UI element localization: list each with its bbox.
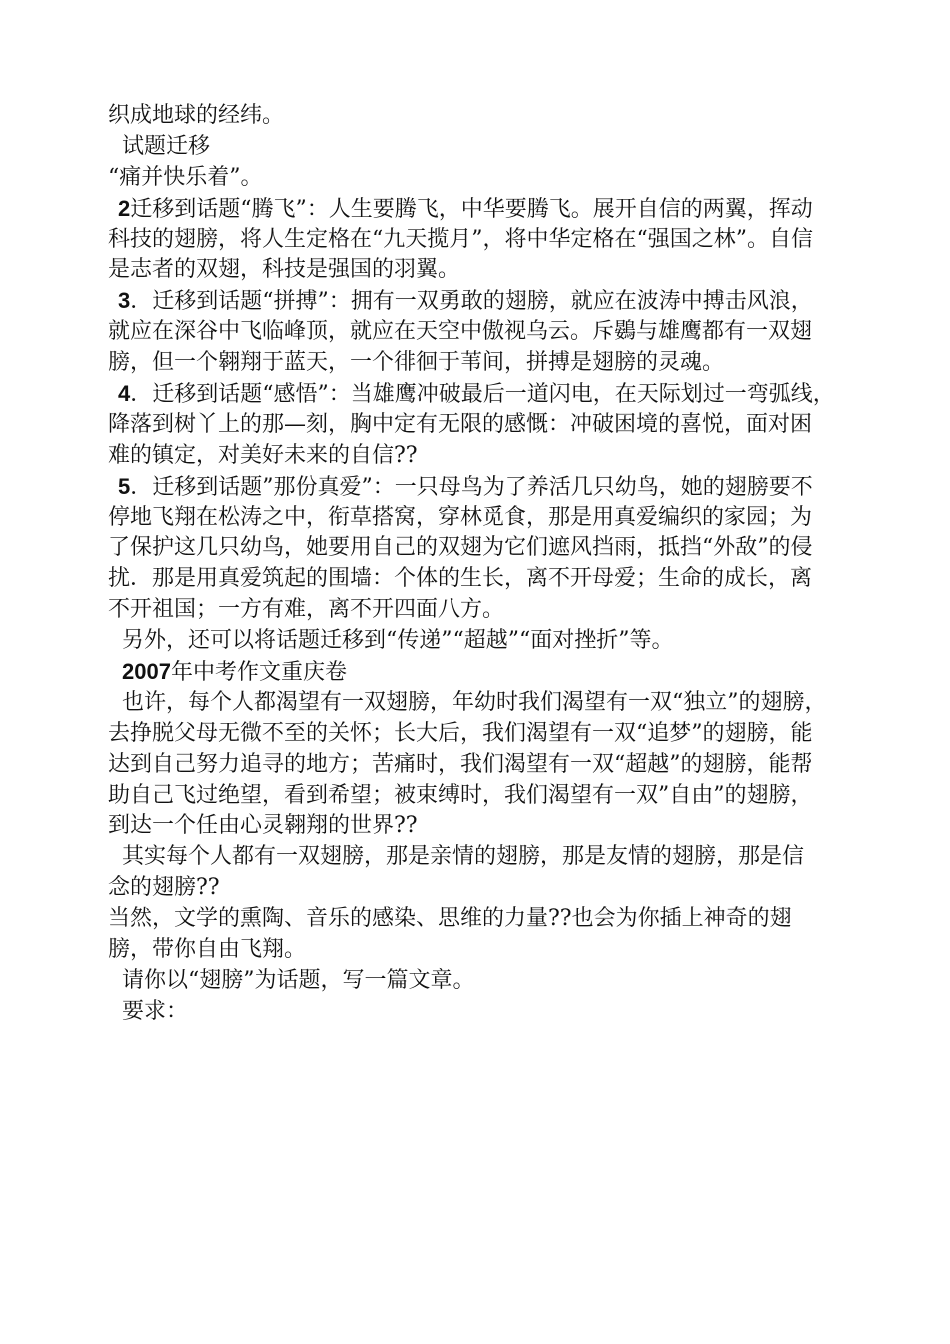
text-line xyxy=(108,317,868,348)
line-text: 要求： xyxy=(122,998,189,1024)
line-text: 就应在深谷中飞临峰顶，就应在天空中傲视乌云。斥鷃与雄鹰都有一双翅 xyxy=(108,319,813,345)
line-text: 其实每个人都有一双翅膀，那是亲情的翅膀，那是友情的翅膀，那是信 xyxy=(122,844,805,870)
line-text: 达到自己努力追寻的地方；苦痛时，我们渴望有一双“超越”的翅膀，能帮 xyxy=(108,751,813,777)
text-line xyxy=(108,935,868,966)
bold-number: 5 xyxy=(118,473,131,499)
text-line xyxy=(108,997,868,1028)
line-text: 到达一个任由心灵翱翔的世界?? xyxy=(108,813,418,839)
line-text: 念的翅膀?? xyxy=(108,875,220,901)
bold-number: 3 xyxy=(118,288,131,314)
text-line xyxy=(108,194,868,225)
bold-number: 2 xyxy=(118,195,131,221)
line-text: 难的镇定，对美好未来的自信?? xyxy=(108,442,418,468)
line-text: 助自己飞过绝望，看到希望；被束缚时，我们渴望有一双”自由”的翅膀， xyxy=(108,782,813,808)
text-line xyxy=(108,781,868,812)
text-line xyxy=(108,286,868,317)
text-line xyxy=(108,379,868,410)
text-line xyxy=(108,873,868,904)
line-text: 降落到树丫上的那—刻，胸中定有无限的感慨：冲破困境的喜悦，面对困 xyxy=(108,411,813,437)
text-line xyxy=(108,348,868,379)
text-line xyxy=(108,441,868,472)
line-text: 迁移到话题“腾飞”：人生要腾飞，中华要腾飞。展开自信的两翼，挥动 xyxy=(130,196,813,222)
line-text: 织成地球的经纬。 xyxy=(108,103,285,128)
text-line xyxy=(108,966,868,997)
line-text: 不开祖国；一方有难，离不开四面八方。 xyxy=(108,597,505,623)
text-line xyxy=(108,503,868,534)
line-text: 试题迁移 xyxy=(122,133,211,159)
line-text: 膀，但一个翱翔于蓝天，一个徘徊于苇间，拼搏是翅膀的灵魂。 xyxy=(108,350,725,376)
text-line xyxy=(108,904,868,935)
document-body xyxy=(108,101,868,1028)
line-text: 当然，文学的熏陶、音乐的感染、思维的力量??也会为你插上神奇的翅 xyxy=(108,906,792,932)
text-line xyxy=(108,255,868,286)
text-line xyxy=(108,719,868,750)
line-text: 年中考作文重庆卷 xyxy=(170,660,347,686)
text-line xyxy=(108,595,868,626)
line-text: 是志者的双翅，科技是强国的羽翼。 xyxy=(108,257,461,283)
text-line xyxy=(108,750,868,781)
line-text: 膀，带你自由飞翔。 xyxy=(108,937,307,963)
line-text: 停地飞翔在松涛之中，衔草搭窝，穿林觅食，那是用真爱编织的家园；为 xyxy=(108,504,813,530)
text-line xyxy=(108,472,868,503)
line-text: ．迁移到话题“拼搏”：拥有一双勇敢的翅膀，就应在波涛中搏击风浪， xyxy=(130,289,813,315)
text-line xyxy=(108,163,868,194)
line-text: 了保护这几只幼鸟，她要用自己的双翅为它们遮风挡雨，抵挡“外敌”的侵 xyxy=(108,535,813,561)
bold-number: 2007 xyxy=(122,659,171,685)
line-text: 也许，每个人都渴望有一双翅膀，年幼时我们渴望有一双“独立”的翅膀， xyxy=(122,689,827,715)
line-text: 科技的翅膀，将人生定格在“九天揽月”，将中华定格在“强国之林”。自信 xyxy=(108,226,813,252)
text-line xyxy=(108,533,868,564)
line-text: 去挣脱父母无微不至的关怀；长大后，我们渴望有一双“追梦”的翅膀，能 xyxy=(108,720,813,746)
bold-number: 4 xyxy=(118,381,131,407)
text-line xyxy=(108,410,868,441)
line-text: ．迁移到话题“感悟”：当雄鹰冲破最后一道闪电，在天际划过一弯弧线， xyxy=(130,382,835,408)
line-text: ．迁移到话题”那份真爱”：一只母鸟为了养活几只幼鸟，她的翅膀要不 xyxy=(130,474,813,500)
text-line xyxy=(108,564,868,595)
text-line xyxy=(108,132,868,163)
text-line xyxy=(108,657,868,688)
text-line xyxy=(108,811,868,842)
text-line xyxy=(108,225,868,256)
text-line xyxy=(108,626,868,657)
line-text: 扰．那是用真爱筑起的围墙：个体的生长，离不开母爱；生命的成长，离 xyxy=(108,566,813,592)
line-text: “痛并快乐着”。 xyxy=(108,164,263,190)
line-text: 请你以“翅膀”为话题，写一篇文章。 xyxy=(122,967,475,993)
text-line xyxy=(108,688,868,719)
text-line xyxy=(108,101,868,132)
line-text: 另外，还可以将话题迁移到“传递”“超越”“面对挫折”等。 xyxy=(122,628,674,654)
text-line xyxy=(108,842,868,873)
